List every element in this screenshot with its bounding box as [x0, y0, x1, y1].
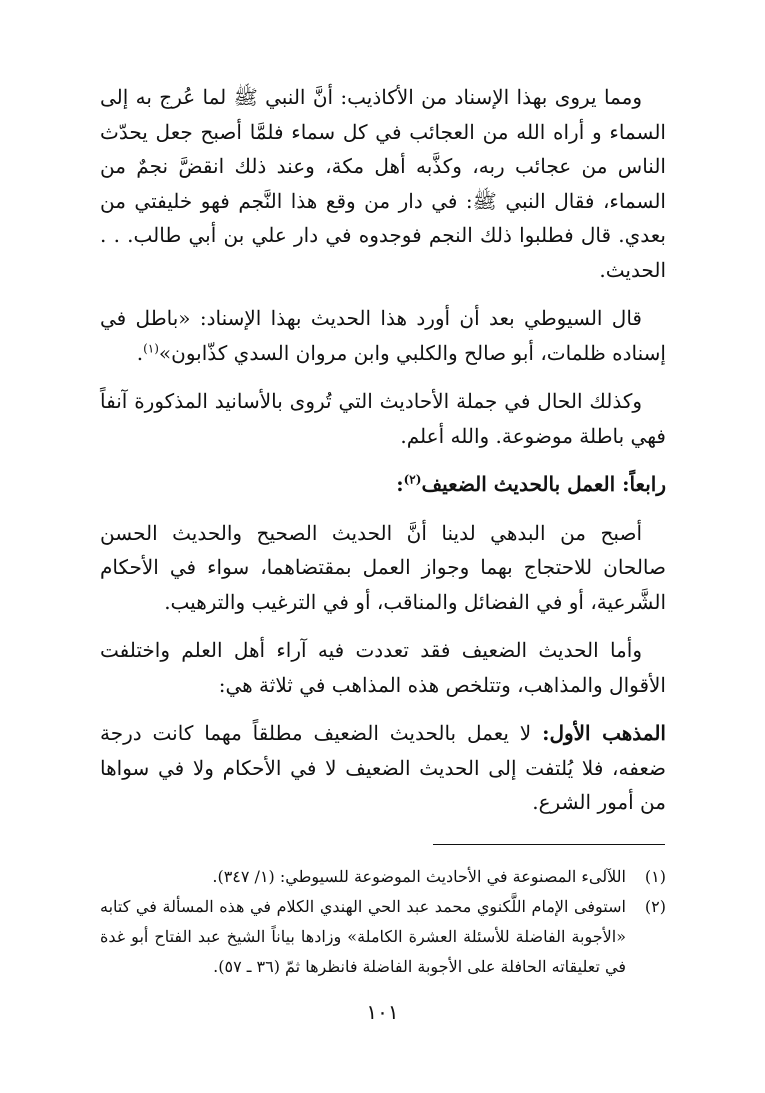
paragraph-2-end: . — [136, 340, 144, 365]
page-body — [100, 80, 666, 834]
paragraph-4: أصبح من البدهي لدينا أنَّ الحديث الصحيح والحديث الحسن صالحان للاحتجاج بهما وجواز العمل بمقتضاهما، سواء في الأحكام الشَّرعية، أو في الفضائل والمناقب، أو في الترغيب والترهيب. — [100, 520, 666, 614]
footnote-2-number: (٢) — [644, 897, 666, 916]
paragraph-3: وكذلك الحال في جملة الأحاديث التي تُروى بالأسانيد المذكورة آنفاً فهي باطلة موضوعة. والله أعلم. — [100, 389, 666, 448]
paragraph-2-text: قال السيوطي بعد أن أورد هذا الحديث بهذا الإسناد: «باطل في إسناده ظلمات، أبو صالح والكلبي وابن مروان السدي كذّابون» — [100, 306, 666, 365]
footnote-1-number: (١) — [644, 867, 666, 886]
footnote-1-text: اللآلىء المصنوعة في الأحاديث الموضوعة للسيوطي: (١/ ٣٤٧). — [212, 867, 626, 886]
footnote-2 — [100, 892, 666, 982]
footnotes — [100, 862, 666, 982]
paragraph-6 — [100, 716, 666, 820]
footnote-2-text: استوفى الإمام اللَّكنوي محمد عبد الحي الهندي الكلام في هذه المسألة في كتابه «الأجوبة الفاضلة للأسئلة العشرة الكاملة» وزادها بياناً الشيخ عبد الفتاح أبو غدة في تعليقاته الحافلة على الأجوبة الفاضلة فانظرها ثمّ (٣٦ ـ ٥٧). — [100, 897, 626, 976]
footnote-1 — [100, 862, 666, 892]
section-heading — [100, 467, 666, 502]
paragraph-6-lead: المذهب الأول: — [542, 721, 666, 745]
paragraph-1: ومما يروى بهذا الإسناد من الأكاذيب: أنَّ النبي ﷺ لما عُرج به إلى السماء و أراه الله من العجائب في كل سماء فلمَّا أصبح جعل يحدّث الناس من عجائب ربه، وكذَّبه أهل مكة، وعند ذلك انقضَّ نجمٌ من السماء، فقال النبي ﷺ: في دار من وقع هذا النَّجم فهو خليفتي من بعدي. قال فطلبوا ذلك النجم فوجدوه في دار علي بن أبي طالب. . . الحديث. — [100, 85, 666, 282]
paragraph-6-text: لا يعمل بالحديث الضعيف مطلقاً مهما كانت درجة ضعفه، فلا يُلتفت إلى الحديث الضعيف لا في الأحكام ولا في سواها من أمور الشرع. — [100, 721, 666, 814]
page-number: ١٠١ — [366, 1000, 399, 1024]
paragraph-5: وأما الحديث الضعيف فقد تعددت فيه آراء أهل العلم واختلفت الأقوال والمذاهب، وتتلخص هذه المذاهب في ثلاثة هي: — [100, 638, 666, 697]
footnote-ref-2: (٢) — [403, 472, 422, 487]
section-heading-end: : — [396, 472, 404, 496]
paragraph-2 — [100, 301, 666, 370]
footnote-divider — [433, 844, 665, 845]
footnote-ref-1: (١) — [143, 340, 159, 355]
section-heading-text: رابعاً: العمل بالحديث الضعيف — [421, 472, 666, 496]
